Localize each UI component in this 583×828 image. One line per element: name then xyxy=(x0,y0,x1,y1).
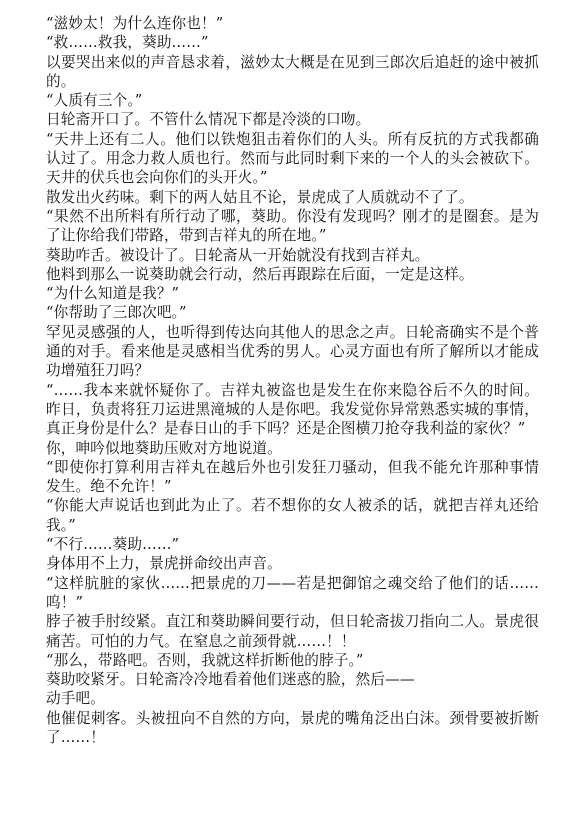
paragraph: “天井上还有二人。他们以铁炮狙击着你们的人头。所有反抗的方式我都确认过了。用念力救人质也行。然而与此同时剩下来的一个人的头会被砍下。天井的伏兵也会向你们的头开火。” xyxy=(46,130,539,187)
paragraph: 罕见灵感强的人，也听得到传达向其他人的思念之声。日轮斋确实不是个普通的对手。看来他是灵感相当优秀的男人。心灵方面也有所了解所以才能成功增殖狂刀吗？ xyxy=(46,323,539,380)
paragraph: 脖子被手肘绞紧。直江和葵助瞬间要行动，但日轮斋拔刀指向二人。景虎很痛苦。可怕的力气。在窒息之前颈骨就……！！ xyxy=(46,613,539,650)
text-line: “为什么知道是我？” xyxy=(46,285,180,303)
paragraph: 他料到那么一说葵助就会行动，然后再跟踪在后面，一定是这样。 xyxy=(46,265,474,283)
paragraph: “这样肮脏的家伙……把景虎的刀——若是把御馆之魂交给了他们的话……呜！” xyxy=(46,574,539,611)
paragraph: 散发出火药味。剩下的两人姑且不论，景虎成了人质就动不了了。 xyxy=(46,188,474,206)
paragraph: “……我本来就怀疑你了。吉祥丸被盗也是发生在你来隐谷后不久的时间。昨日，负责将狂刀运进黑滝城的人是你吧。我发觉你异常熟悉实城的事情，真正身份是什么？是春日山的手下吗？还是企图横刀抢夺我利益的家伙？” xyxy=(46,381,539,438)
paragraph: “你能大声说话也到此为止了。若不想你的女人被杀的话，就把吉祥丸还给我。” xyxy=(46,497,539,534)
paragraph: “即使你打算利用吉祥丸在越后外也引发狂刀骚动，但我不能允许那种事情发生。绝不允许！” xyxy=(46,458,539,496)
text-line: “滋妙太！为什么连你也！” xyxy=(46,15,224,32)
paragraph: 以要哭出来似的声音恳求着，滋妙太大概是在见到三郎次后追赶的途中被抓的。 xyxy=(46,53,539,90)
text-line: 动手吧。 xyxy=(46,690,105,708)
text-line: “不行……葵助……” xyxy=(46,536,180,554)
paragraph: 葵助咋舌。被设计了。日轮斋从一开始就没有找到吉祥丸。 xyxy=(46,246,430,264)
paragraph: 你，呻吟似地葵助压败对方地说道。 xyxy=(46,439,282,457)
paragraph: “那么，带路吧。否则，我就这样折断他的脖子。” xyxy=(46,651,364,669)
text-line: “你帮助了三郎次吧。” xyxy=(46,304,187,322)
paragraph: 身体用不上力，景虎拼命绞出声音。 xyxy=(46,555,282,573)
paragraph: 日轮斋开口了。不管什么情况下都是冷淡的口吻。 xyxy=(46,111,371,129)
text-line: “人质有三个。” xyxy=(46,92,143,110)
paragraph: “果然不出所料有所行动了哪，葵助。你没有发现吗？刚才的是圈套。是为了让你给我们带路，带到吉祥丸的所在地。” xyxy=(46,207,539,245)
text-line: “救……救我，葵助……” xyxy=(46,34,209,52)
paragraph: 他催促刺客。头被扭向不自然的方向，景虎的嘴角泛出白沫。颈骨要被折断了……！ xyxy=(46,709,539,746)
paragraph: 葵助咬紧牙。日轮斋冷冷地看着他们迷惑的脸，然后—— xyxy=(46,671,415,689)
